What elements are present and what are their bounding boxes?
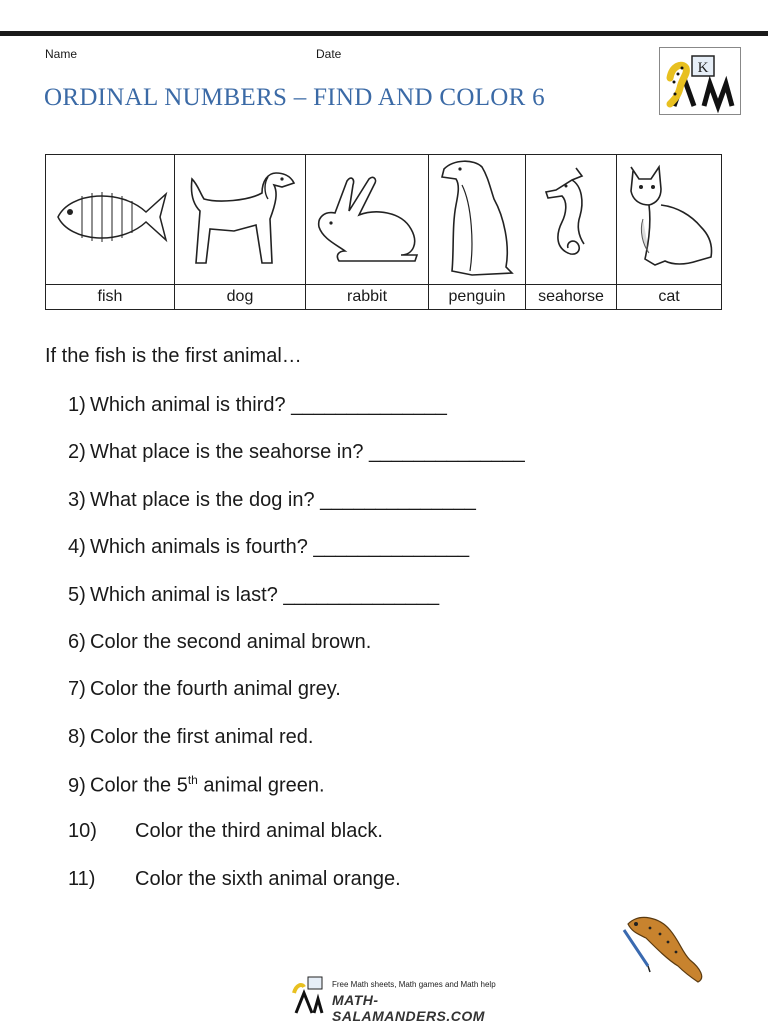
seahorse-icon: [536, 162, 606, 272]
math-salamanders-logo: [659, 47, 741, 115]
question-1: 1) Which animal is third? ______________: [68, 394, 447, 416]
animal-name: seahorse: [526, 285, 617, 310]
dog-cell: [175, 155, 306, 285]
animal-name: penguin: [429, 285, 526, 310]
fish-icon: [50, 172, 170, 262]
fish-cell: [46, 155, 175, 285]
salamander-illustration: [620, 908, 710, 988]
question-2: 2) What place is the seahorse in? ______________: [68, 441, 525, 463]
footer-tagline: Free Math sheets, Math games and Math help: [332, 980, 496, 989]
question-7: 7) Color the fourth animal grey.: [68, 678, 341, 700]
question-8: 8) Color the first animal red.: [68, 726, 314, 748]
question-10: 10) Color the third animal black.: [68, 820, 383, 842]
page-title: ORDINAL NUMBERS – FIND AND COLOR 6: [44, 84, 545, 111]
question-5: 5) Which animal is last? ______________: [68, 584, 440, 606]
penguin-cell: [429, 155, 526, 285]
question-11: 11) Color the sixth animal orange.: [68, 868, 401, 890]
footer-branding: [290, 975, 520, 1024]
name-label: Name: [45, 47, 78, 61]
penguin-icon: [432, 155, 522, 279]
date-label: Date: [316, 47, 342, 61]
footer-brand: MATH-SALAMANDERS.COM: [332, 992, 485, 1024]
animal-name: cat: [617, 285, 722, 310]
question-4: 4) Which animals is fourth? ______________: [68, 536, 470, 558]
question-3: 3) What place is the dog in? ______________: [68, 489, 476, 511]
animal-name: rabbit: [306, 285, 429, 310]
animal-name: dog: [175, 285, 306, 310]
question-6: 6) Color the second animal brown.: [68, 631, 372, 653]
cat-cell: [617, 155, 722, 285]
svg-text:K: K: [697, 60, 709, 76]
cat-icon: [621, 161, 717, 273]
rabbit-cell: [306, 155, 429, 285]
dog-icon: [178, 159, 302, 275]
animal-table: [45, 154, 722, 310]
seahorse-cell: [526, 155, 617, 285]
animal-name: fish: [46, 285, 175, 310]
footer-logo-icon: [290, 975, 330, 1015]
top-rule: [0, 31, 768, 36]
rabbit-icon: [309, 167, 425, 267]
intro-text: If the fish is the first animal…: [45, 345, 302, 367]
question-9: 9) Color the 5th animal green.: [68, 773, 325, 797]
